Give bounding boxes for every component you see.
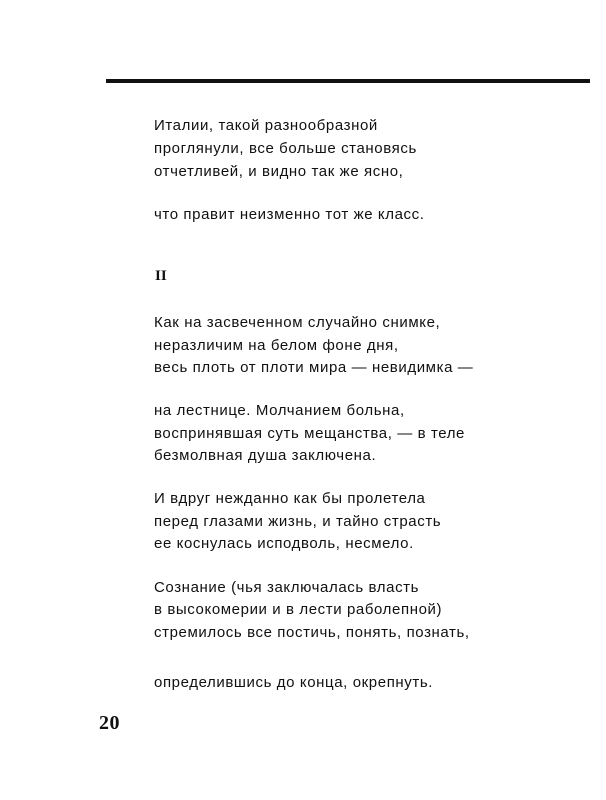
poem-line: ее коснулась исподволь, несмело. [154, 535, 414, 552]
poem-line: весь плоть от плоти мира — невидимка — [154, 359, 474, 376]
poem-line: безмолвная душа заключена. [154, 447, 377, 464]
poem-line: Италии, такой разнообразной [154, 117, 378, 134]
poem-line: И вдруг нежданно как бы пролетела [154, 490, 426, 507]
poem-line: воспринявшая суть мещанства, — в теле [154, 425, 465, 442]
poem-line: стремилось все постичь, понять, познать, [154, 624, 470, 641]
poem-line: определившись до конца, окрепнуть. [154, 674, 434, 691]
poem-line: неразличим на белом фоне дня, [154, 337, 399, 354]
top-rule [106, 79, 590, 83]
page-number: 20 [99, 712, 120, 734]
poem-line: на лестнице. Молчанием больна, [154, 402, 405, 419]
poem-line: отчетливей, и видно так же ясно, [154, 163, 404, 180]
poem-line: в высокомерии и в лести раболепной) [154, 601, 443, 618]
poem-line: Как на засвеченном случайно снимке, [154, 314, 441, 331]
poem-line: проглянули, все больше становясь [154, 140, 417, 157]
poem-line: перед глазами жизнь, и тайно страсть [154, 513, 442, 530]
poem-line: Сознание (чья заключалась власть [154, 579, 420, 596]
section-number: II [155, 268, 167, 284]
poem-line: что правит неизменно тот же класс. [154, 206, 425, 223]
